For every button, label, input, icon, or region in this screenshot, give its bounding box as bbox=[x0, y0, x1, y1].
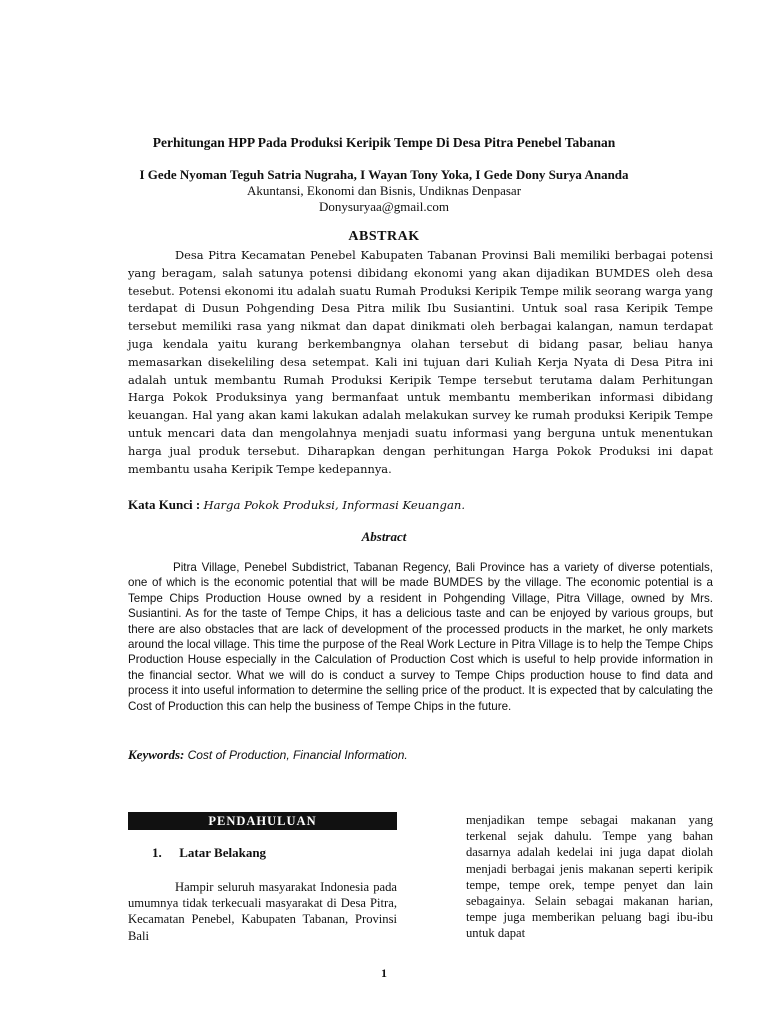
page-number: 1 bbox=[381, 966, 387, 980]
right-column-paragraph: menjadikan tempe sebagai makanan yang terkenal sejak dahulu. Tempe yang bahan dasarnya adalah kedelai ini juga dapat diolah menjadi berbagai jenis makanan seperti keripik tempe, tempe orek, tempe penyet dan lain sebagainya. Selain sebagai makanan harian, tempe juga memberikan peluang bagi ibu-ibu untuk dapat bbox=[466, 813, 713, 941]
author-list: I Gede Nyoman Teguh Satria Nugraha, I Wayan Tony Yoka, I Gede Dony Surya Ananda bbox=[139, 167, 629, 182]
abstract-body: Pitra Village, Penebel Subdistrict, Tabanan Regency, Bali Province has a variety of diverse potentials, one of which is the economic potential that will be made BUMDES by the village. The economic potential is a Tempe Chips Production House owned by a resident in Pohgending Village, Pitra Village, owned by Mrs. Susiantini. As for the taste of Tempe Chips, it has a delicious taste and can be enjoyed by various groups, but there are also obstacles that are lack of development of the processed products in the market, he only markets around the local village. This time the purpose of the Real Work Lecture in Pitra Village is to help the Tempe Chips Production House especially in the Calculation of Production Cost which is useful to help provide information in the financial sector. What we will do is conduct a survey to Tempe Chips production house to find data and process it into useful information to determine the selling price of the product. It is expected that by calculating the Cost of Production this can help the business of Tempe Chips in the future. bbox=[128, 561, 713, 713]
subsection-number: 1. bbox=[152, 845, 162, 860]
left-column-paragraph: Hampir seluruh masyarakat Indonesia pada umumnya tidak terkecuali masyarakat di Desa Pitra, Kecamatan Penebel, Kabupaten Tabanan, Provinsi Bali bbox=[128, 880, 397, 943]
author-email: Donysuryaa@gmail.com bbox=[318, 199, 450, 214]
kata-kunci-label: Kata Kunci : bbox=[128, 497, 201, 512]
paper-title: Perhitungan HPP Pada Produksi Keripik Tempe Di Desa Pitra Penebel Tabanan bbox=[152, 135, 616, 150]
kata-kunci-line bbox=[128, 497, 465, 513]
abstrak-body: Desa Pitra Kecamatan Penebel Kabupaten Tabanan Provinsi Bali memiliki berbagai potensi yang beragam, salah satunya potensi dibidang ekonomi yang akan dijadikan BUMDES oleh desa tesebut. Potensi ekonomi itu adalah suatu Rumah Produksi Keripik Tempe milik seorang warga yang terdapat di Dusun Pohgending Desa Pitra milik Ibu Susiantini. Untuk soal rasa Keripik Tempe tersebut memiliki rasa yang nikmat dan dapat dinikmati oleh berbagai kalangan, namun terdapat juga kendala yaitu kurang berkembangnya olahan tersebut di bidang pasar, beliau hanya memasarkan disekeliling desa setempat. Kali ini tujuan dari Kuliah Kerja Nyata di Desa Pitra ini adalah untuk membantu Rumah Produksi Keripik Tempe tersebut terutama dalam Perhitungan Harga Pokok Produksinya yang bermanfaat untuk membantu memberikan informasi dibidang keuangan. Hal yang akan kami lakukan adalah melakukan survey ke rumah produksi Keripik Tempe untuk mencari data dan mengolahnya menjadi suatu informasi yang berguna untuk menentukan harga jual produk tersebut. Diharapkan dengan perhitungan Harga Pokok Produksi ini dapat membantu usaha Keripik Tempe kedepannya. bbox=[128, 248, 713, 476]
keywords-text: Cost of Production, Financial Information. bbox=[187, 748, 408, 762]
abstract-heading: Abstract bbox=[361, 529, 407, 544]
abstrak-heading: ABSTRAK bbox=[348, 229, 420, 244]
affiliation: Akuntansi, Ekonomi dan Bisnis, Undiknas Denpasar bbox=[246, 183, 522, 198]
kata-kunci-text: Harga Pokok Produksi, Informasi Keuangan. bbox=[203, 498, 466, 512]
keywords-line bbox=[128, 747, 408, 763]
pendahuluan-heading: PENDAHULUAN bbox=[128, 812, 397, 830]
subsection-heading bbox=[152, 845, 266, 861]
subsection-title: Latar Belakang bbox=[179, 845, 267, 860]
keywords-label: Keywords: bbox=[128, 747, 185, 762]
